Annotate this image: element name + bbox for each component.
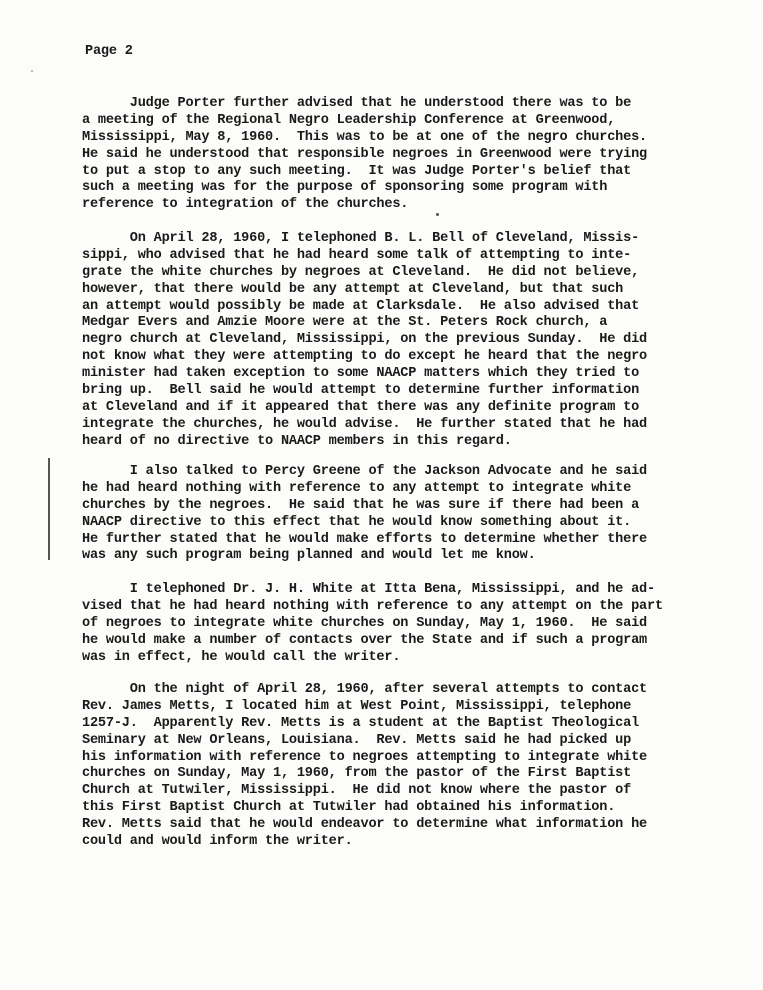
- text-line: Judge Porter further advised that he understood there was to be: [82, 96, 632, 111]
- paragraph-bell: [82, 231, 742, 451]
- text-line: minister had taken exception to some NAACP matters which they tried to: [82, 366, 640, 382]
- text-line: he had heard nothing with reference to any attempt to integrate white: [82, 480, 632, 496]
- text-line: Rev. James Metts, I located him at West Point, Mississippi, telephone: [82, 698, 632, 714]
- text-line: Church at Tutwiler, Mississippi. He did not know where the pastor of: [82, 783, 632, 799]
- text-line: churches on Sunday, May 1, 1960, from the pastor of the First Baptist: [82, 766, 632, 782]
- text-line: churches by the negroes. He said that he was sure if there had been a: [82, 497, 640, 513]
- text-line: Medgar Evers and Amzie Moore were at the St. Peters Rock church, a: [82, 315, 608, 331]
- text-line: reference to integration of the churches.: [82, 197, 409, 213]
- text-line: however, that there would be any attempt at Cleveland, but that such: [82, 281, 624, 297]
- text-line: a meeting of the Regional Negro Leadership Conference at Greenwood,: [82, 112, 616, 128]
- text-line: On the night of April 28, 1960, after several attempts to contact: [82, 682, 647, 697]
- text-line: not know what they were attempting to do except he heard that the negro: [82, 349, 647, 365]
- text-line: to put a stop to any such meeting. It was Judge Porter's belief that: [82, 163, 632, 179]
- text-line: his information with reference to negroes attempting to integrate white: [82, 749, 647, 765]
- text-line: heard of no directive to NAACP members in this regard.: [82, 433, 512, 449]
- margin-mark: [48, 458, 50, 560]
- paragraph-rev-metts: [82, 682, 742, 851]
- text-line: He further stated that he would make efforts to determine whether there: [82, 531, 647, 547]
- text-line: He said he understood that responsible negroes in Greenwood were trying: [82, 146, 647, 162]
- text-line: vised that he had heard nothing with reference to any attempt on the part: [82, 598, 663, 614]
- text-line: was in effect, he would call the writer.: [82, 649, 401, 665]
- text-line: I telephoned Dr. J. H. White at Itta Bena, Mississippi, and he ad-: [82, 582, 655, 597]
- text-line: he would make a number of contacts over the State and if such a program: [82, 632, 647, 648]
- text-line: at Cleveland and if it appeared that there was any definite program to: [82, 399, 640, 415]
- text-line: Rev. Metts said that he would endeavor to determine what information he: [82, 817, 647, 833]
- text-line: sippi, who advised that he had heard some talk of attempting to inte-: [82, 247, 632, 263]
- paragraph-dr-white: [82, 582, 742, 666]
- text-line: such a meeting was for the purpose of sponsoring some program with: [82, 180, 608, 196]
- text-line: of negroes to integrate white churches on Sunday, May 1, 1960. He said: [82, 615, 647, 631]
- text-line: grate the white churches by negroes at Cleveland. He did not believe,: [82, 264, 640, 280]
- text-line: bring up. Bell said he would attempt to determine further information: [82, 383, 640, 399]
- text-line: Mississippi, May 8, 1960. This was to be at one of the negro churches.: [82, 129, 647, 145]
- text-line: integrate the churches, he would advise. He further stated that he had: [82, 416, 647, 432]
- text-line: an attempt would possibly be made at Clarksdale. He also advised that: [82, 298, 640, 314]
- text-line: this First Baptist Church at Tutwiler had obtained his information.: [82, 800, 616, 816]
- paragraph-judge-porter: [82, 96, 742, 214]
- text-line: was any such program being planned and would let me know.: [82, 548, 536, 564]
- text-line: NAACP directive to this effect that he would know something about it.: [82, 514, 632, 530]
- text-line: I also talked to Percy Greene of the Jackson Advocate and he said: [82, 464, 647, 479]
- text-line: could and would inform the writer.: [82, 834, 353, 850]
- text-line: 1257-J. Apparently Rev. Metts is a student at the Baptist Theological: [82, 715, 640, 731]
- scan-speck: [31, 70, 33, 72]
- page-number: Page 2: [85, 44, 133, 59]
- paragraph-percy-greene: [82, 464, 742, 565]
- scan-speck: [436, 213, 439, 216]
- text-line: On April 28, 1960, I telephoned B. L. Bell of Cleveland, Missis-: [82, 231, 640, 246]
- text-line: Seminary at New Orleans, Louisiana. Rev. Metts said he had picked up: [82, 732, 632, 748]
- text-line: negro church at Cleveland, Mississippi, on the previous Sunday. He did: [82, 332, 647, 348]
